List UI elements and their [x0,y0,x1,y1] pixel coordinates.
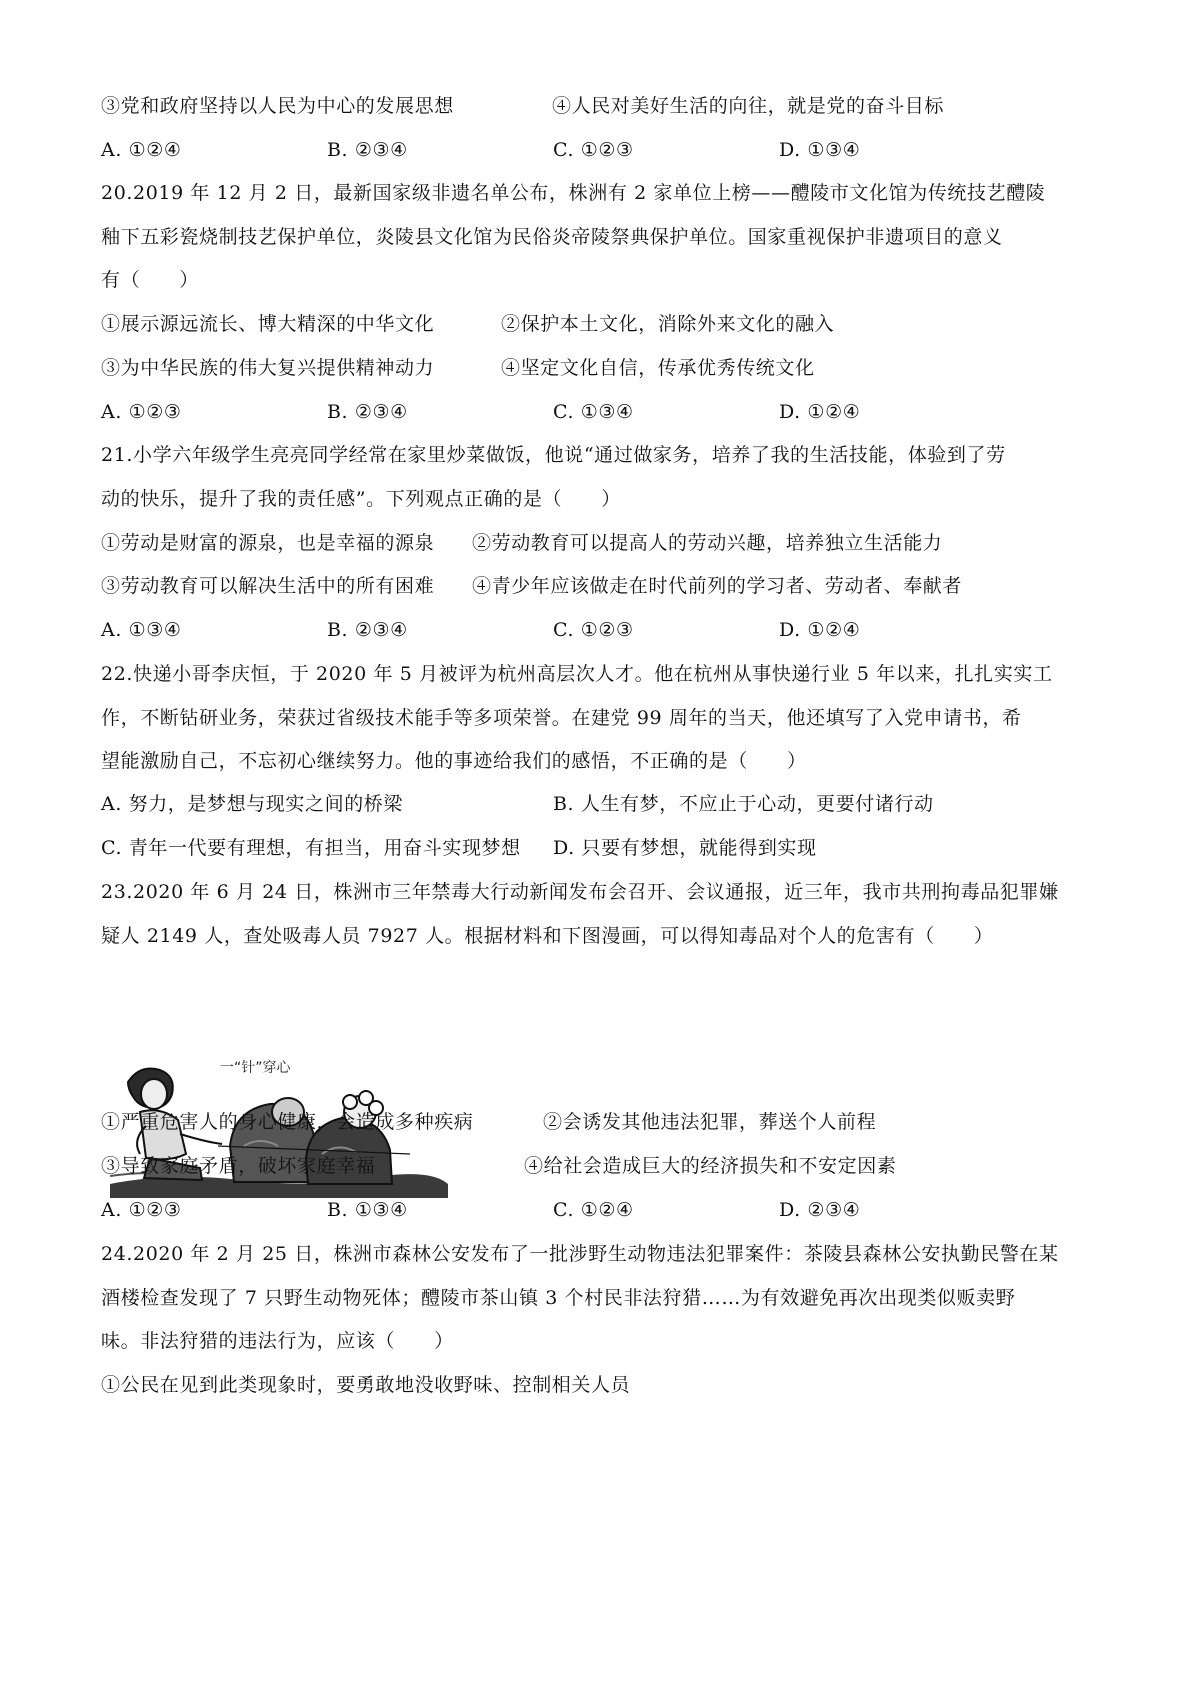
cartoon-caption: 一“针”穿心 [220,1060,291,1076]
q20-stem-line-2: 釉下五彩瓷烧制技艺保护单位，炎陵县文化馆为民俗炎帝陵祭典保护单位。国家重视保护非遗项目的意义 [101,226,1003,248]
q23-option-1: ①严重危害人的身心健康，会造成多种疾病 [101,1111,474,1133]
q20-stem-line-3: 有（ ） [101,269,200,291]
q20-option-3: ③为中华民族的伟大复兴提供精神动力 [101,357,435,379]
q24-stem-line-1: 24.2020 年 2 月 25 日，株洲市森林公安发布了一批涉野生动物违法犯罪案件：茶陵县森林公安执勤民警在某 [101,1243,1059,1265]
q20-choice-a: A. ①②③ [101,401,182,423]
q21-choice-a: A. ①③④ [101,619,182,641]
q24-option-1: ①公民在见到此类现象时，要勇敢地没收野味、控制相关人员 [101,1374,631,1396]
q21-option-1: ①劳动是财富的源泉，也是幸福的源泉 [101,532,435,554]
q22-choice-d: D. 只要有梦想，就能得到实现 [553,837,817,859]
q21-option-3: ③劳动教育可以解决生活中的所有困难 [101,575,435,597]
q23-choice-c: C. ①②④ [553,1199,634,1221]
q20-option-1: ①展示源远流长、博大精深的中华文化 [101,313,435,335]
q22-stem-line-1: 22.快递小哥李庆恒，于 2020 年 5 月被评为杭州高层次人才。他在杭州从事快递行业 5 年以来，扎扎实实工 [101,663,1053,685]
q19-choice-a: A. ①②④ [101,139,182,161]
q21-choice-b: B. ②③④ [327,619,408,641]
q23-stem-line-1: 23.2020 年 6 月 24 日，株洲市三年禁毒大行动新闻发布会召开、会议通报，近三年，我市共刑拘毒品犯罪嫌 [101,881,1059,903]
q21-stem-line-2: 动的快乐，提升了我的责任感”。下列观点正确的是（ ） [101,488,621,510]
q22-choice-c: C. 青年一代要有理想，有担当，用奋斗实现梦想 [101,837,521,859]
q20-stem-line-1: 20.2019 年 12 月 2 日，最新国家级非遗名单公布，株洲有 2 家单位上榜——醴陵市文化馆为传统技艺醴陵 [101,182,1046,204]
q23-choice-a: A. ①②③ [101,1199,182,1221]
q21-choice-d: D. ①②④ [779,619,861,641]
q23-choice-d: D. ②③④ [779,1199,861,1221]
q20-option-4: ④坚定文化自信，传承优秀传统文化 [501,357,815,379]
q22-stem-line-2: 作，不断钻研业务，荣获过省级技术能手等多项荣誉。在建党 99 周年的当天，他还填写了入党申请书，希 [101,707,1022,729]
q23-stem-line-2: 疑人 2149 人，查处吸毒人员 7927 人。根据材料和下图漫画，可以得知毒品对个人的危害有（ ） [101,925,994,947]
q21-stem-line-1: 21.小学六年级学生亮亮同学经常在家里炒菜做饭，他说“通过做家务，培养了我的生活技能，体验到了劳 [101,444,1006,466]
q21-choice-c: C. ①②③ [553,619,634,641]
q20-choice-c: C. ①③④ [553,401,634,423]
q20-choice-d: D. ①②④ [779,401,861,423]
q21-option-2: ②劳动教育可以提高人的劳动兴趣，培养独立生活能力 [472,532,943,554]
q19-choice-c: C. ①②③ [553,139,634,161]
q19-choice-d: D. ①③④ [779,139,861,161]
q23-option-2: ②会诱发其他违法犯罪，葬送个人前程 [543,1111,877,1133]
q24-stem-line-2: 酒楼检查发现了 7 只野生动物死体；醴陵市茶山镇 3 个村民非法狩猎……为有效避免再次出现类似贩卖野 [101,1287,1016,1309]
q22-choice-a: A. 努力，是梦想与现实之间的桥梁 [101,793,404,815]
q23-choice-b: B. ①③④ [327,1199,408,1221]
q23-option-4: ④给社会造成巨大的经济损失和不安定因素 [524,1155,897,1177]
q19-option-3: ③党和政府坚持以人民为中心的发展思想 [101,95,454,117]
q19-option-4: ④人民对美好生活的向往，就是党的奋斗目标 [552,95,945,117]
q22-choice-b: B. 人生有梦，不应止于心动，更要付诸行动 [553,793,934,815]
q23-option-3: ③导致家庭矛盾，破坏家庭幸福 [101,1155,376,1177]
q21-option-4: ④青少年应该做走在时代前列的学习者、劳动者、奉献者 [472,575,963,597]
q19-choice-b: B. ②③④ [327,139,408,161]
q22-stem-line-3: 望能激励自己，不忘初心继续努力。他的事迹给我们的感悟，不正确的是（ ） [101,750,807,772]
q20-choice-b: B. ②③④ [327,401,408,423]
q24-stem-line-3: 味。非法狩猎的违法行为，应该（ ） [101,1330,454,1352]
q20-option-2: ②保护本土文化，消除外来文化的融入 [501,313,835,335]
